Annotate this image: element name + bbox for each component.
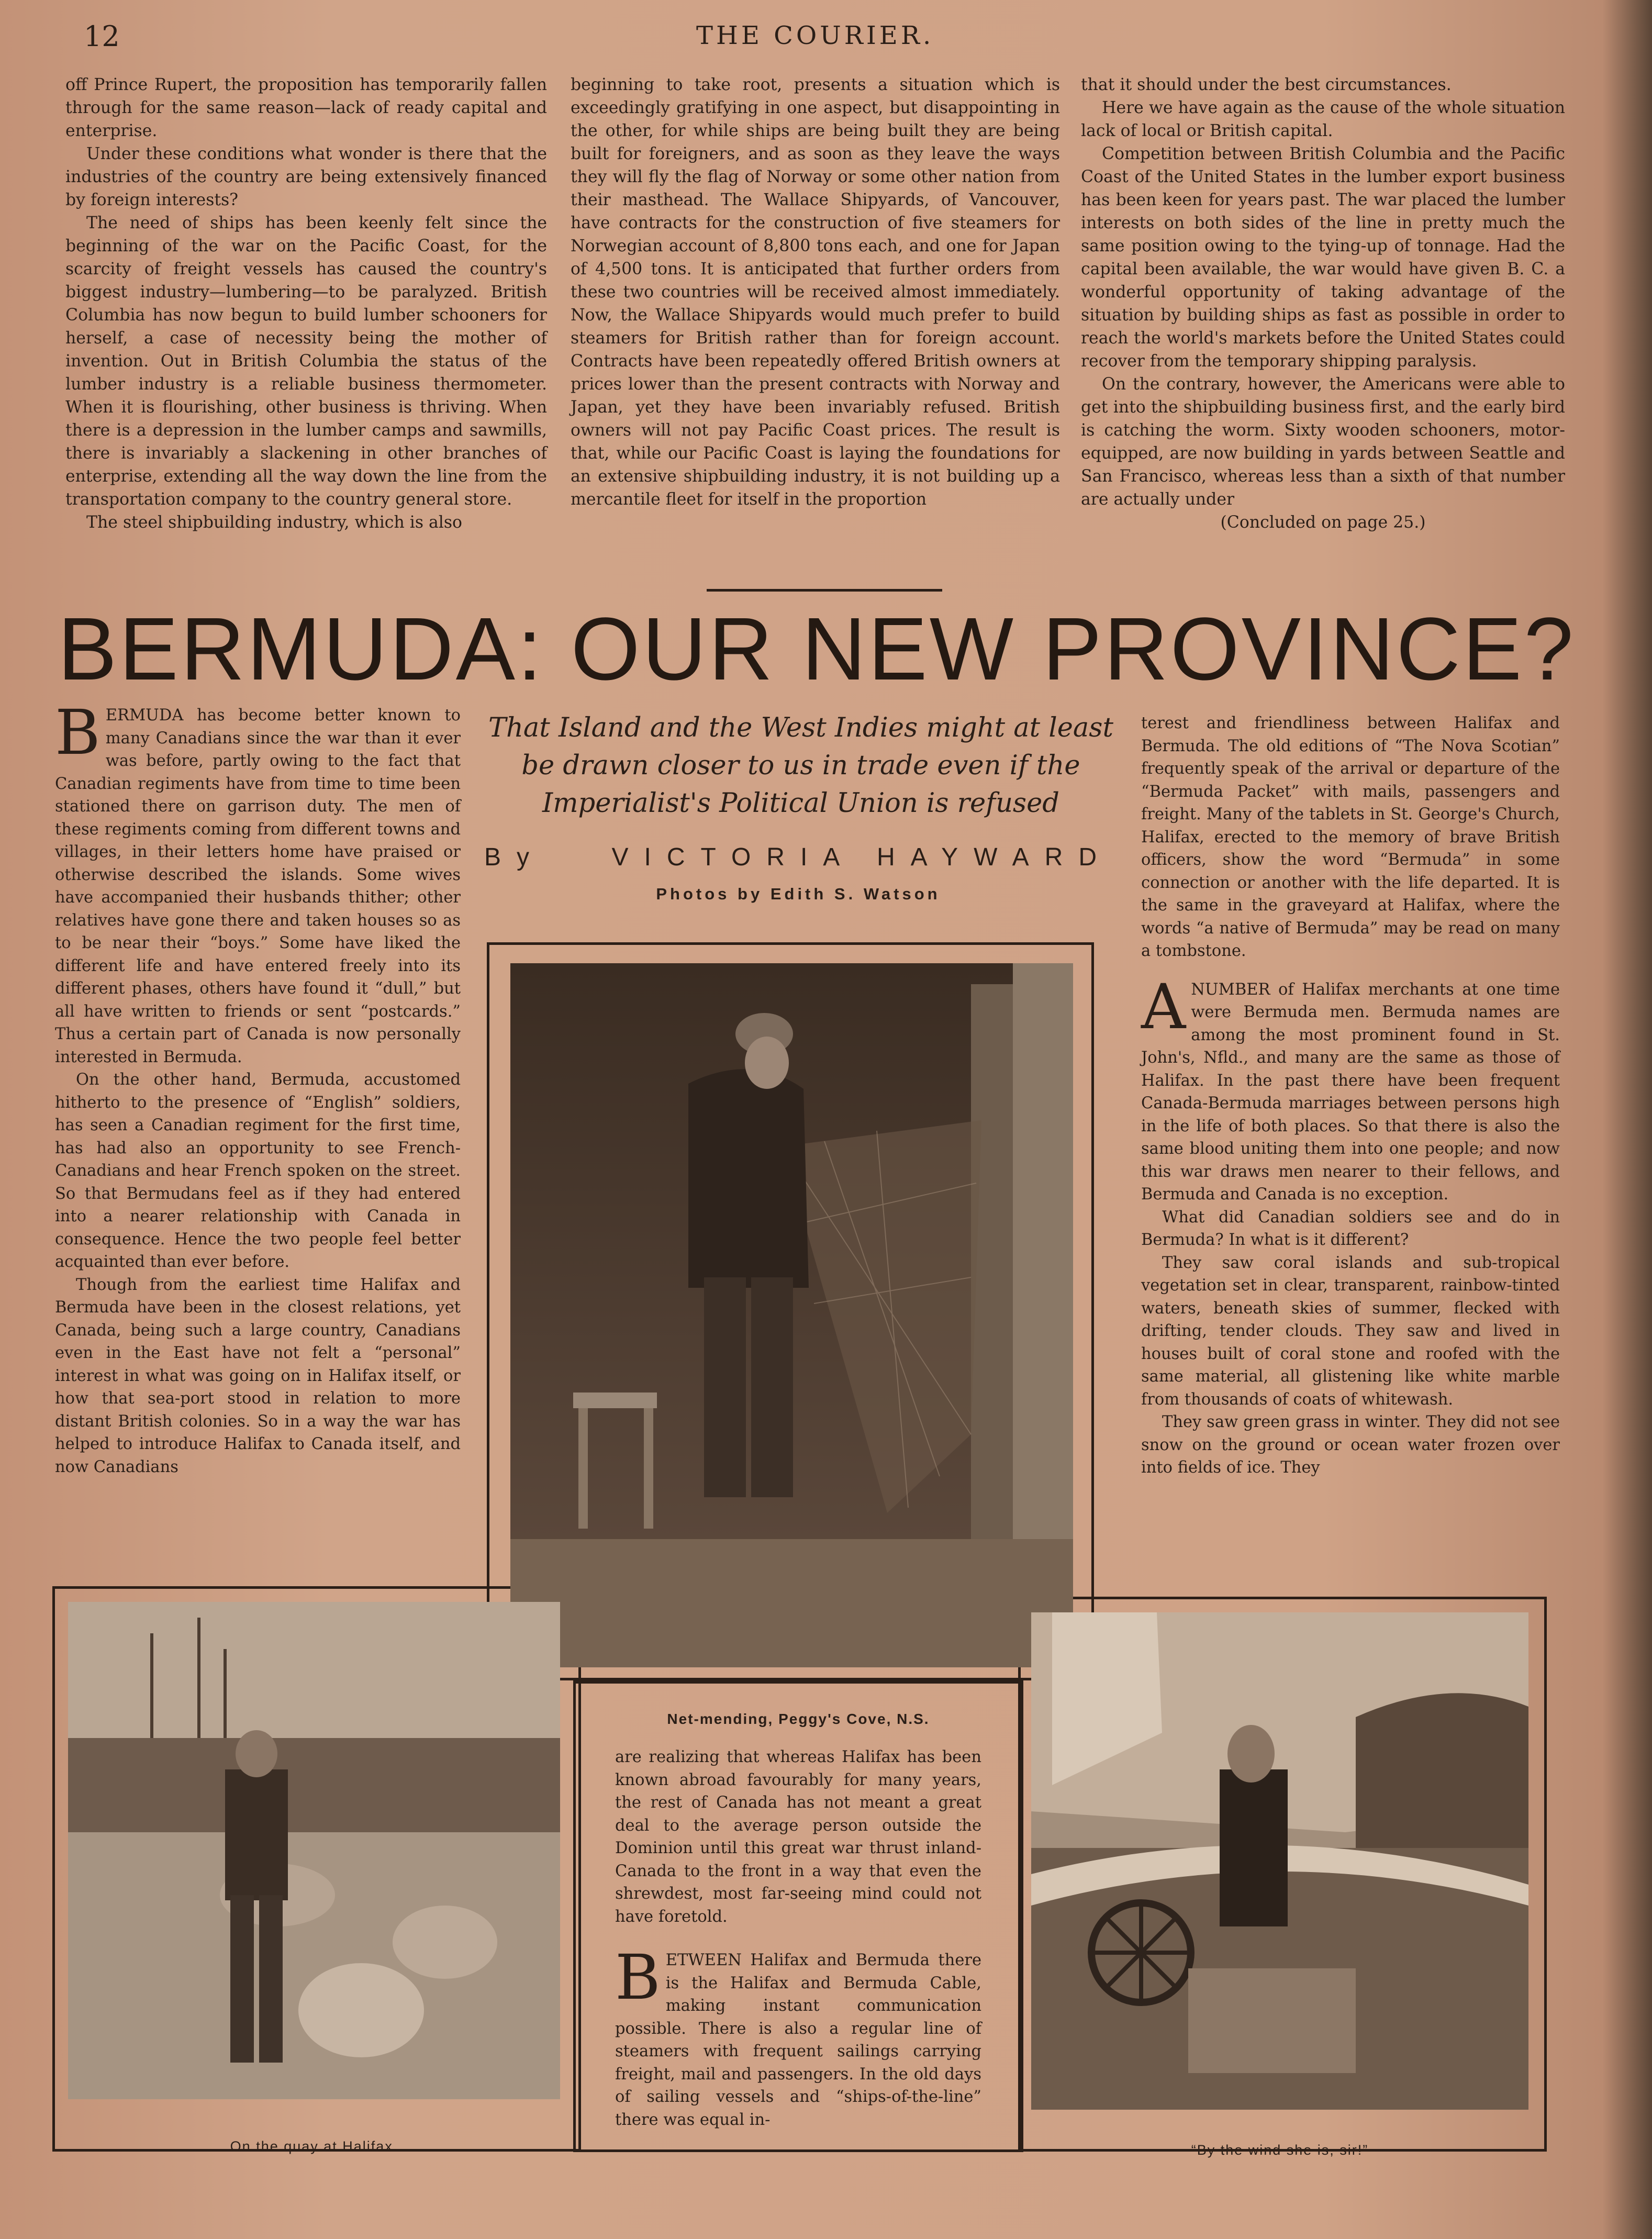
- paragraph: beginning to take root, presents a situation which is exceedingly gratifying in one aspect, but disappointing in the other, for while ships are being built they are being built for foreigners, and as soon as they leave the ways they will fly the flag of Norway or some other nation from their masthead. The Wallace Shipyards, of Vancouver, have contracts for the construction of five steamers for Norwegian account of 8,800 tons each, and one for Japan of 4,500 tons. It is anticipated that further orders from these two countries will be received almost immediately. Now, the Wallace Shipyards would much prefer to build steamers for British rather than for foreign account. Contracts have been repeatedly offered British owners at prices lower than the present contracts with Norway and Japan, yet they have been invariably refused. British owners will not pay Pacific Coast prices. The result is that, while our Pacific Coast is laying the foundations for an extensive shipbuilding industry, it is not building up a mercantile fleet for itself in the proportion: [571, 75, 1060, 509]
- top-column-1: [65, 73, 547, 534]
- continued-notice: (Concluded on page 25.): [1220, 513, 1426, 532]
- paragraph: that it should under the best circumstances.: [1081, 75, 1452, 94]
- dropcap: B: [55, 696, 101, 768]
- paragraph: NUMBER of Halifax merchants at one time were Bermuda men. Bermuda names are among the most prominent found in St. John's, Nfld., and many are the same as those of Halifax. In the past there have been frequent Canada-Bermuda marriages between persons high in the life of both places. So that there is also the same blood uniting them into one people; and now this war draws men nearer to their fellows, and Bermuda and Canada is no exception.: [1141, 980, 1560, 1204]
- paragraph: They saw green grass in winter. They did not see snow on the ground or ocean water frozen over into fields of ice. They: [1141, 1413, 1560, 1477]
- dropcap: A: [1141, 970, 1186, 1043]
- center-bottom-column: [615, 1746, 981, 2131]
- quay-photo: [68, 1602, 560, 2099]
- top-column-2: [571, 73, 1060, 511]
- paragraph: Competition between British Columbia and the Pacific Coast of the United States in the lumber export business has been keen for years past. The war placed the lumber interests on both sides of the line in pretty much the same position owing to the tying-up of tonnage. Had the capital been available, the war would have given B. C. a wonderful opportunity of taking advantage of the situation by building ships as fast as possible in order to reach the world's markets before the United States could recover from the temporary shipping paralysis.: [1081, 144, 1565, 371]
- paragraph: Here we have again as the cause of the whole situation lack of local or British capital.: [1081, 98, 1565, 140]
- paragraph: ETWEEN Halifax and Bermuda there is the Halifax and Bermuda Cable, making instant communication possible. There is also a regular line of steamers with frequent sailings carrying freight, mail and passengers. In the old days of sailing vessels and “ships-of-the-line” there was equal in-: [615, 1951, 981, 2129]
- quay-image: [68, 1602, 560, 2099]
- paragraph: Though from the earliest time Halifax and Bermuda have been in the closest relations, yet Canada, being such a large country, Canadians even in the East have not felt a “personal” interest in what was going on in Halifax itself, or how that sea-port stood in relation to more distant British colonies. So in a way the war has helped to introduce Halifax to Canada itself, and now Canadians: [55, 1275, 461, 1476]
- paragraph: The steel shipbuilding industry, which is also: [86, 513, 462, 532]
- photo-credit: Photos by Edith S. Watson: [656, 885, 941, 903]
- article-deck: That Island and the West Indies might at least be drawn closer to us in trade even if the Imperialist's Political Union is refused: [488, 712, 1113, 819]
- caption-quay: On the quay at Halifax.: [230, 2138, 398, 2154]
- byline-name: VICTORIA HAYWARD: [611, 843, 1112, 871]
- top-column-3: [1081, 73, 1565, 534]
- caption-sailing: “By the wind she is, sir!”: [1191, 2142, 1369, 2158]
- net-mending-image: [510, 963, 1073, 1667]
- paragraph: are realizing that whereas Halifax has been known abroad favourably for many years, the rest of Canada has not meant a great deal to the average person outside the Dominion until this great war thrust inland-Canada to the front in a way that even the shrewdest, most far-seeing mind could not have foretold.: [615, 1748, 981, 1926]
- paragraph: On the other hand, Bermuda, accustomed hitherto to the presence of “English” soldiers, has seen a Canadian regiment for the first time, has had also an opportunity to see French-Canadians and hear French spoken on the street. So that Bermudans feel as if they had entered into a nearer relationship with Canada in consequence. Hence the two people feel better acquainted than ever before.: [55, 1071, 461, 1271]
- dropcap: B: [615, 1941, 661, 2013]
- page-number: 12: [84, 20, 120, 53]
- byline-by: By: [484, 843, 545, 871]
- net-mending-photo: [510, 963, 1073, 1667]
- paragraph: What did Canadian soldiers see and do in Bermuda? In what is it different?: [1141, 1208, 1560, 1249]
- paragraph: ERMUDA has become better known to many Canadians since the war than it ever was before, partly owing to the fact that Canadian regiments have from time to time been stationed there on garrison duty. The men of these regiments coming from different towns and villages, in their letters home have praised or otherwise described the islands. Some wives have accompanied their husbands thither; other relatives have gone there and taken houses so as to be near their “boys.” Some have liked the different life and have entered freely into its different phases, others have found it “dull,” but all have written to friends or sent “postcards.” Thus a certain part of Canada is now personally interested in Bermuda.: [55, 706, 461, 1066]
- paragraph: Under these conditions what wonder is there that the industries of the country are being extensively financed by foreign interests?: [65, 144, 547, 209]
- paragraph: off Prince Rupert, the proposition has temporarily fallen through for the same reason—lack of ready capital and enterprise.: [65, 75, 547, 140]
- article-headline: BERMUDA: OUR NEW PROVINCE?: [58, 599, 1576, 699]
- article-right-column: [1141, 712, 1560, 1479]
- paragraph: They saw coral islands and sub-tropical vegetation set in clear, transparent, rainbow-tinted waters, beneath skies of summer, flecked with drifting, tender clouds. They saw and lived in houses built of coral stone and roofed with the same material, all glistening like white marble from thousands of coats of whitewash.: [1141, 1253, 1560, 1409]
- paragraph: On the contrary, however, the Americans were able to get into the shipbuilding business first, and the early bird is catching the worm. Sixty wooden schooners, motor-equipped, are now building in yards between Seattle and San Francisco, whereas less than a sixth of that number are actually under: [1081, 375, 1565, 509]
- paragraph: terest and friendliness between Halifax and Bermuda. The old editions of “The Nova Scotian” frequently speak of the arrival or departure of the “Bermuda Packet” with mails, passengers and freight. Many of the tablets in St. George's Church, Halifax, erected to the memory of brave British officers, show the word “Bermuda” in some connection or another with the life departed. It is the same in the graveyard at Halifax, where the words “a native of Bermuda” may be read on many a tombstone.: [1141, 714, 1560, 960]
- running-head: THE COURIER.: [696, 21, 934, 50]
- sailing-photo: [1031, 1612, 1528, 2110]
- byline: [484, 843, 1112, 872]
- section-rule: [707, 589, 942, 592]
- caption-net-mending: Net-mending, Peggy's Cove, N.S.: [667, 1711, 930, 1727]
- paragraph: The need of ships has been keenly felt since the beginning of the war on the Pacific Coast, for the scarcity of freight vessels has caused the country's biggest industry—lumbering—to be paralyzed. British Columbia has now begun to build lumber schooners for herself, a case of necessity being the mother of invention. Out in British Columbia the status of the lumber industry is a reliable business thermometer. When it is flourishing, other business is thriving. When there is a depression in the lumber camps and sawmills, there is invariably a slackening in other branches of enterprise, extending all the way down the line from the transportation company to the country general store.: [65, 214, 547, 509]
- article-left-column: [55, 696, 461, 1478]
- sailing-image: [1031, 1612, 1528, 2110]
